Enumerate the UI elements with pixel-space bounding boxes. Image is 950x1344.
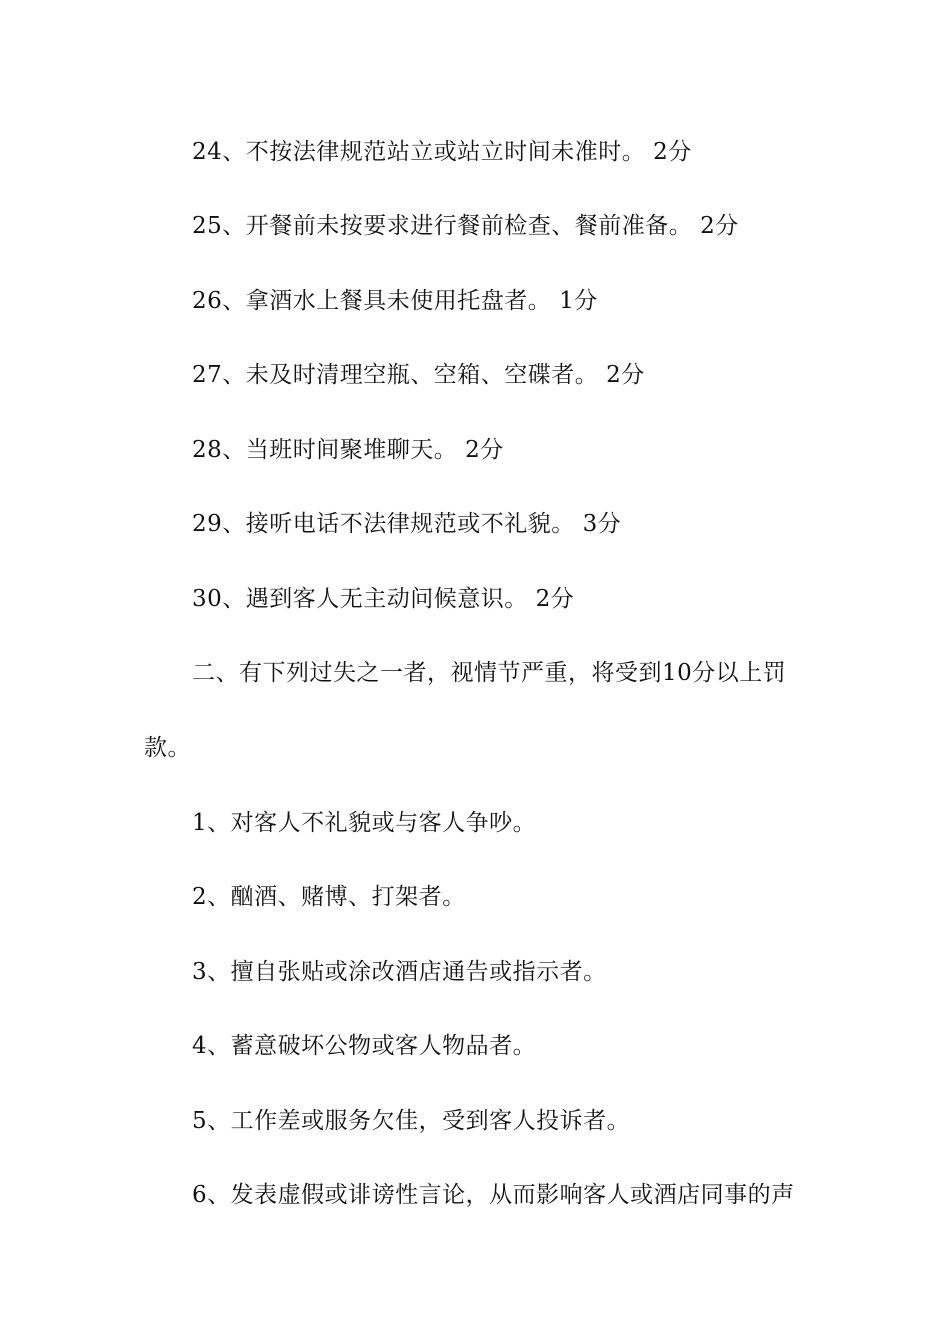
rule-item-25: 25、开餐前未按要求进行餐前检查、餐前准备。 2分 bbox=[192, 213, 739, 239]
rule-item-27: 27、未及时清理空瓶、空箱、空碟者。 2分 bbox=[192, 362, 645, 388]
section-two-heading-continued: 款。 bbox=[144, 735, 191, 761]
offense-item-5: 5、工作差或服务欠佳，受到客人投诉者。 bbox=[192, 1108, 631, 1134]
rule-item-30: 30、遇到客人无主动问候意识。 2分 bbox=[192, 586, 575, 612]
offense-item-6: 6、发表虚假或诽谤性言论，从而影响客人或酒店同事的声 bbox=[192, 1182, 795, 1208]
section-two-heading: 二、有下列过失之一者，视情节严重，将受到10分以上罚 bbox=[192, 660, 787, 686]
rule-item-28: 28、当班时间聚堆聊天。 2分 bbox=[192, 437, 504, 463]
rule-item-24: 24、不按法律规范站立或站立时间未准时。 2分 bbox=[192, 139, 692, 165]
offense-item-2: 2、酗酒、赌博、打架者。 bbox=[192, 884, 466, 910]
offense-item-4: 4、蓄意破坏公物或客人物品者。 bbox=[192, 1033, 537, 1059]
rule-item-29: 29、接听电话不法律规范或不礼貌。 3分 bbox=[192, 511, 622, 537]
offense-item-3: 3、擅自张贴或涂改酒店通告或指示者。 bbox=[192, 959, 607, 985]
offense-item-1: 1、对客人不礼貌或与客人争吵。 bbox=[192, 810, 537, 836]
rule-item-26: 26、拿酒水上餐具未使用托盘者。 1分 bbox=[192, 288, 598, 314]
